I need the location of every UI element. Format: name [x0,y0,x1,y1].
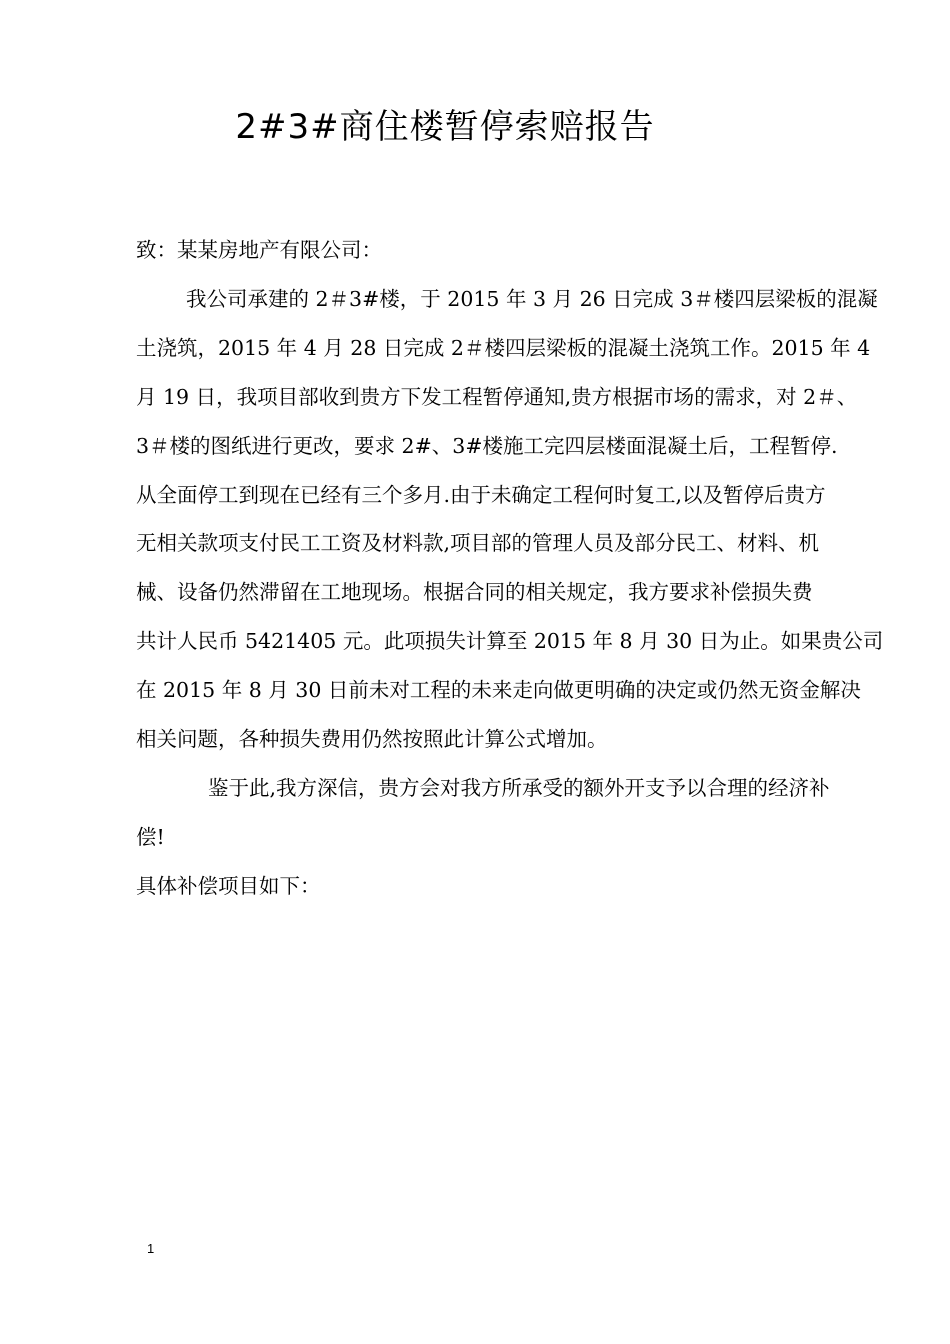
paragraph-2-line: 鉴于此,我方深信，贵方会对我方所承受的额外开支予以合理的经济补 [208,776,830,800]
document-title: 2#3#商住楼暂停索赔报告 [235,107,655,147]
paragraph-1-line: 月 19 日，我项目部收到贵方下发工程暂停通知,贵方根据市场的需求，对 2＃、 [136,384,858,409]
page-number: 1 [147,1241,155,1256]
paragraph-1-line: 从全面停工到现在已经有三个多月.由于未确定工程何时复工,以及暂停后贵方 [136,482,826,507]
paragraph-1-line: 无相关款项支付民工工资及材料款,项目部的管理人员及部分民工、材料、机 [136,531,820,556]
paragraph-2 [136,764,893,862]
paragraph-1-line: 共计人民币 5421405 元。此项损失计算至 2015 年 8 月 30 日为止。如果贵公司 [136,629,884,654]
paragraph-1-line: 土浇筑，2015 年 4 月 28 日完成 2＃楼四层梁板的混凝土浇筑工作。2015 年 4 [136,335,871,360]
salutation [136,226,893,275]
closing-text: 具体补偿项目如下： [136,874,321,898]
salutation-line: 致：某某房地产有限公司： [136,238,382,262]
paragraph-1-line: 3＃楼的图纸进行更改，要求 2#、3#楼施工完四层楼面混凝土后，工程暂停. [136,433,838,458]
paragraph-1 [136,275,893,764]
paragraph-2-line: 偿! [136,824,165,849]
paragraph-1-line: 械、设备仍然滞留在工地现场。根据合同的相关规定，我方要求补偿损失费 [136,580,813,605]
paragraph-1-line: 在 2015 年 8 月 30 日前未对工程的未来走向做更明确的决定或仍然无资金解决 [136,678,861,703]
closing-line [136,862,893,911]
paragraph-1-line: 相关问题，各种损失费用仍然按照此计算公式增加。 [136,727,608,752]
paragraph-1-line: 我公司承建的 2＃3#楼，于 2015 年 3 月 26 日完成 3＃楼四层梁板的混凝 [186,287,878,311]
